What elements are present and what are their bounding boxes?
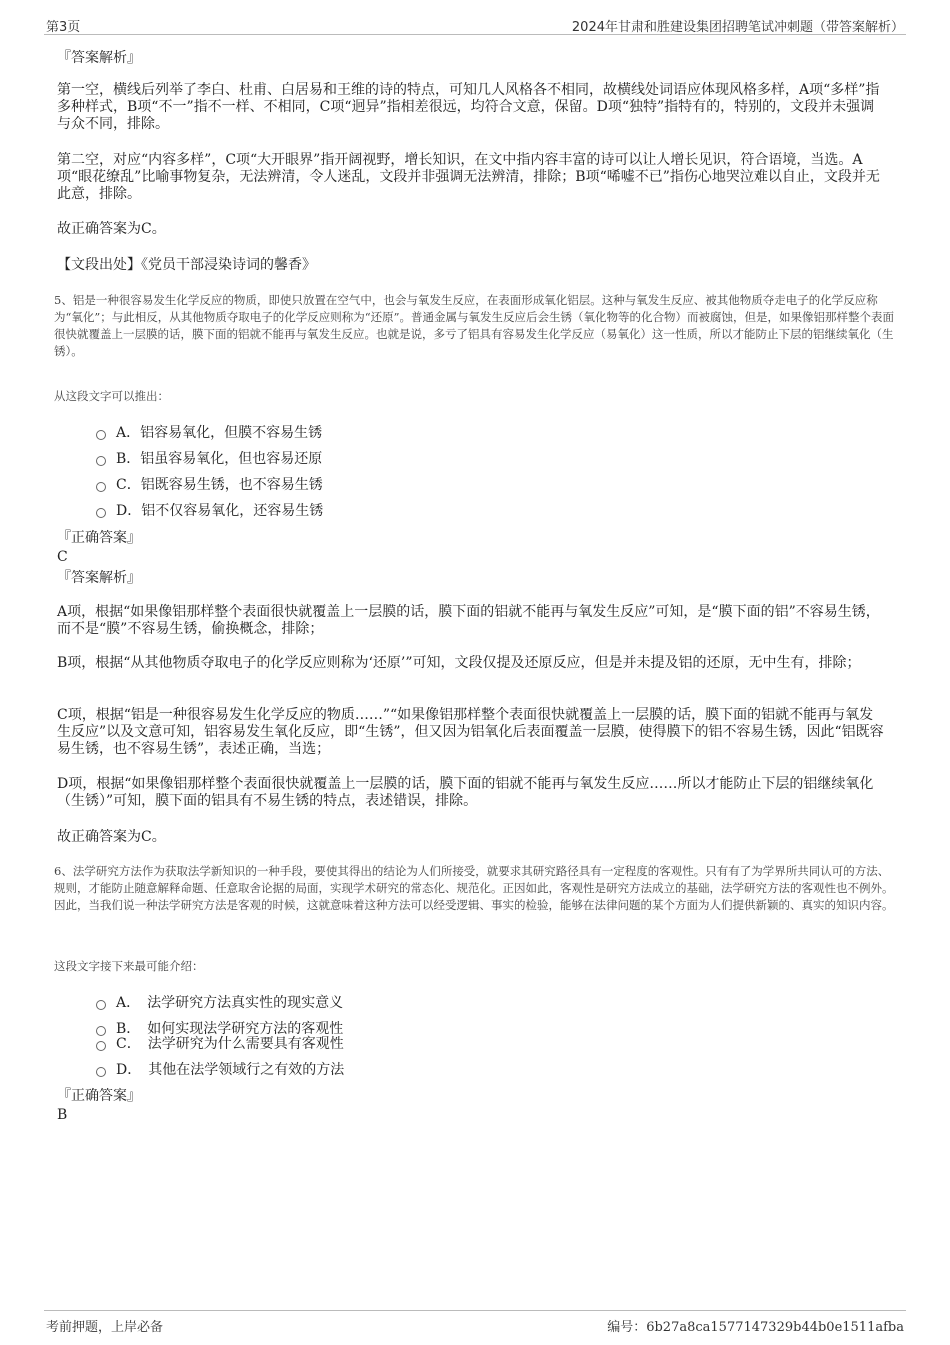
q6-option-c[interactable] [96,1033,344,1053]
q6-prompt: 这段文字接下来最可能介绍： [54,959,204,973]
radio-icon[interactable] [96,1067,106,1077]
radio-icon[interactable] [96,508,106,518]
radio-icon[interactable] [96,1041,106,1051]
option-label: A． 法学研究方法真实性的现实意义 [116,995,344,1011]
q5-prompt: 从这段文字可以推出： [54,389,169,403]
q4-analysis-p2: 第二空，对应“内容多样”，C项“大开眼界”指开阔视野，增长知识，在文中指内容丰富的诗可以让人增长见识，符合语境，当选。A项“眼花缭乱”比喻事物复杂，无法辨清，令人迷乱，文段并非强调无法辨清，排除；B项“唏嘘不已”指伤心地哭泣难以自止，文段并无此意，排除。 [57,152,880,202]
q5-analysis-b: B项，根据“从其他物质夺取电子的化学反应则称为‘还原’”可知，文段仅提及还原反应，但是并未提及铝的还原，无中生有，排除； [57,655,861,671]
radio-icon[interactable] [96,430,106,440]
q5-conclusion: 故正确答案为C。 [57,829,166,845]
q6-answer: B [57,1107,68,1123]
document-title: 2024年甘肃和胜建设集团招聘笔试冲刺题（带答案解析） [571,20,904,35]
q5-option-a[interactable] [96,422,322,442]
document-id: 编号：6b27a8ca1577147329b44b0e1511afba [607,1320,904,1335]
q6-option-d[interactable] [96,1059,344,1079]
option-label: C． 法学研究为什么需要具有客观性 [116,1036,344,1052]
option-label: B．铝虽容易氧化，但也容易还原 [116,451,323,467]
q5-analysis-label: 『答案解析』 [57,570,141,586]
q6-option-a[interactable] [96,992,343,1012]
q5-analysis-c: C项，根据“铝是一种很容易发生化学反应的物质……”“如果像铝那样整个表面很快就覆盖上一层膜的话，膜下面的铝就不能再与氧发生反应”以及文意可知，铝容易发生氧化反应，即“生锈”，但又因为铝氧化后表面覆盖一层膜，使得膜下的铝不容易生锈，因此“铝既容易生锈，也不容易生锈”，表述正确，当选； [57,707,884,757]
q5-stem: 5、铝是一种很容易发生化学反应的物质，即使只放置在空气中，也会与氧发生反应，在表面形成氧化铝层。这种与氧发生反应、被其他物质夺走电子的化学反应称为“氧化”；与此相反，从其他物质夺取电子的化学反应则称为“还原”。普通金属与氧发生反应后会生锈（氧化物等的化合物）而被腐蚀，但是，如果像铝那样整个表面很快就覆盖上一层膜的话，膜下面的铝就不能再与氧发生反应。也就是说，多亏了铝具有容易发生化学反应（易氧化）这一性质，所以才能防止下层的铝继续氧化（生锈）。 [54,293,895,358]
q5-option-d[interactable] [96,500,323,520]
option-label: C．铝既容易生锈，也不容易生锈 [116,477,323,493]
q4-source: 【文段出处】《党员干部浸染诗词的馨香》 [57,257,316,273]
q5-option-c[interactable] [96,474,323,494]
q5-analysis-d: D项，根据“如果像铝那样整个表面很快就覆盖上一层膜的话，膜下面的铝就不能再与氧发生反应……所以才能防止下层的铝继续氧化（生锈）”可知，膜下面的铝具有不易生锈的特点，表述错误，排除。 [57,776,874,809]
option-label: D． 其他在法学领域行之有效的方法 [116,1062,345,1078]
q5-option-b[interactable] [96,448,322,468]
q5-analysis-a: A项，根据“如果像铝那样整个表面很快就覆盖上一层膜的话，膜下面的铝就不能再与氧发生反应”可知，是“膜下面的铝”不容易生锈，而不是“膜”不容易生锈，偷换概念，排除； [57,604,880,637]
q4-analysis-label: 『答案解析』 [57,50,141,66]
radio-icon[interactable] [96,1000,106,1010]
option-label: D．铝不仅容易氧化，还容易生锈 [116,503,324,519]
q6-answer-label: 『正确答案』 [57,1088,141,1104]
footer-slogan: 考前押题，上岸必备 [46,1320,164,1335]
page-number: 第3页 [46,20,81,35]
q5-answer: C [57,549,68,565]
radio-icon[interactable] [96,482,106,492]
page-header [44,14,906,35]
q6-stem: 6、法学研究方法作为获取法学新知识的一种手段，要使其得出的结论为人们所接受，就要求其研究路径具有一定程度的客观性。只有有了为学界所共同认可的方法、规则，才能防止随意解释命题、任意取舍论据的局面，实现学术研究的常态化、规范化。正因如此，客观性是研究方法成立的基础，法学研究方法的客观性也不例外。因此，当我们说一种法学研究方法是客观的时候，这就意味着这种方法可以经受逻辑、事实的检验，能够在法律问题的某个方面为人们提供新颖的、真实的知识内容。 [54,864,894,912]
q5-answer-label: 『正确答案』 [57,530,141,546]
q4-conclusion: 故正确答案为C。 [57,221,166,237]
radio-icon[interactable] [96,456,106,466]
q4-analysis-p1: 第一空，横线后列举了李白、杜甫、白居易和王维的诗的特点，可知几人风格各不相同，故横线处词语应体现风格多样，A项“多样”指多种样式，B项“不一”指不一样、不相同，C项“迥异”指相差很远，均符合文意，保留。D项“独特”指特有的，特别的，文段并未强调与众不同，排除。 [57,82,880,132]
option-label: B． 如何实现法学研究方法的客观性 [116,1021,344,1037]
option-label: A．铝容易氧化，但膜不容易生锈 [116,425,323,441]
page-footer [44,1310,906,1333]
